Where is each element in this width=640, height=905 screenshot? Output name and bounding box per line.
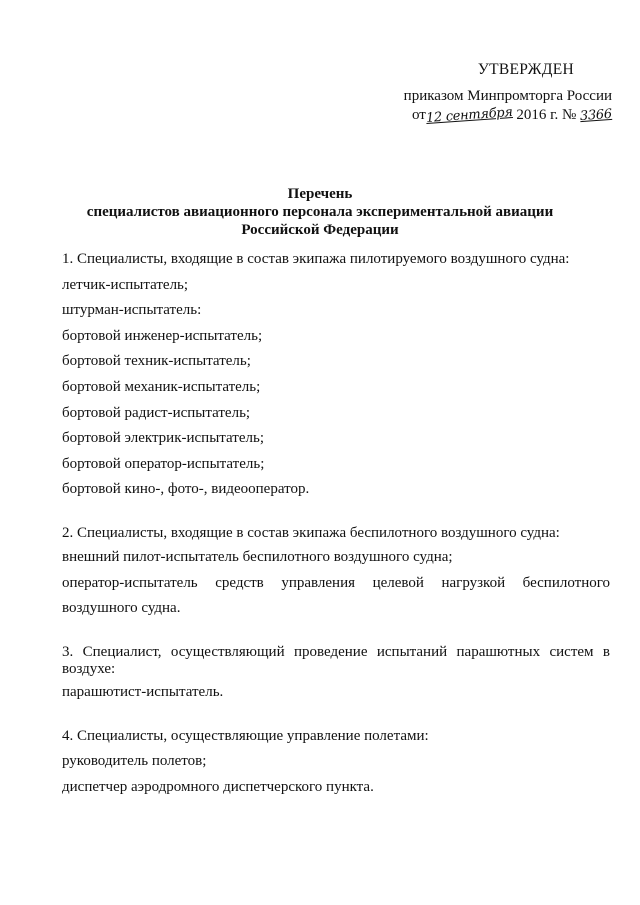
- list-item-continuation: воздушного судна.: [62, 600, 181, 616]
- list-item: внешний пилот-испытатель беспилотного воздушного судна;: [62, 549, 453, 565]
- list-item: руководитель полетов;: [62, 753, 207, 769]
- section-1-heading: 1. Специалисты, входящие в состав экипажа пилотируемого воздушного судна:: [62, 251, 570, 267]
- document-title: [0, 185, 640, 239]
- date-prefix: от: [412, 107, 426, 123]
- title-line-2: специалистов авиационного персонала экспериментальной авиации: [86, 204, 554, 220]
- handwritten-date: 12 сентября: [425, 104, 513, 127]
- list-item: бортовой механик-испытатель;: [62, 379, 261, 395]
- list-item: бортовой инженер-испытатель;: [62, 328, 263, 344]
- list-item: оператор-испытатель средств управления целевой нагрузкой беспилотного: [62, 575, 610, 591]
- title-line-1: Перечень: [287, 186, 353, 202]
- list-item: бортовой электрик-испытатель;: [62, 430, 265, 446]
- approval-label: УТВЕРЖДЕН: [477, 61, 574, 78]
- approval-stamp: [312, 60, 612, 125]
- list-item: бортовой оператор-испытатель;: [62, 456, 265, 472]
- handwritten-number: 3366: [579, 106, 613, 125]
- list-item: бортовой кино-, фото-, видеооператор.: [62, 481, 310, 497]
- section-3-heading: 3. Специалист, осуществляющий проведение испытаний парашютных систем в: [62, 644, 610, 660]
- approval-date-line: [312, 106, 612, 125]
- section-3-heading-cont: воздухе:: [62, 661, 116, 677]
- section-2-heading: 2. Специалисты, входящие в состав экипажа беспилотного воздушного судна:: [62, 525, 560, 541]
- title-line-3: Российской Федерации: [241, 222, 399, 238]
- section-4-heading: 4. Специалисты, осуществляющие управление полетами:: [62, 728, 429, 744]
- list-item: бортовой техник-испытатель;: [62, 353, 251, 369]
- list-item: парашютист-испытатель.: [62, 684, 224, 700]
- list-item: бортовой радист-испытатель;: [62, 405, 251, 421]
- list-item: летчик-испытатель;: [62, 277, 189, 293]
- approval-order: приказом Минпромторга России: [403, 88, 612, 104]
- approval-year: 2016 г. №: [516, 107, 577, 123]
- list-item: диспетчер аэродромного диспетчерского пункта.: [62, 779, 374, 795]
- list-item: штурман-испытатель:: [62, 302, 202, 318]
